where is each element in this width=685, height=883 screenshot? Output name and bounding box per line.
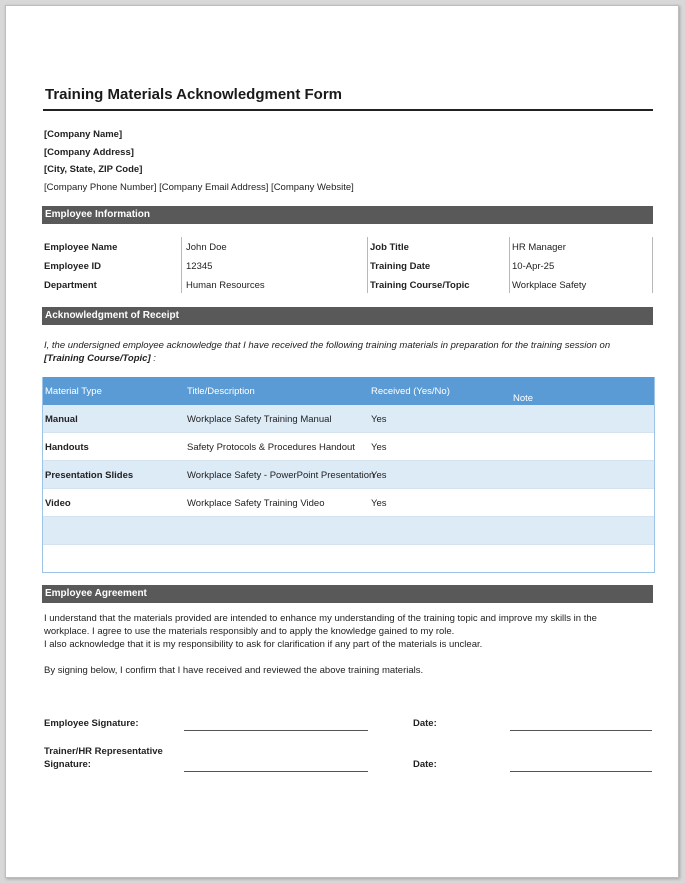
material-type-cell[interactable]: Video: [45, 498, 71, 509]
employee-name-value[interactable]: John Doe: [186, 242, 227, 253]
grid-divider: [181, 237, 182, 293]
employee-signature-line[interactable]: [184, 730, 368, 731]
company-city: [City, State, ZIP Code]: [44, 164, 143, 175]
received-cell[interactable]: Yes: [371, 470, 387, 481]
table-row: [43, 433, 654, 461]
training-topic-placeholder: [Training Course/Topic]: [44, 353, 151, 364]
employee-date-line[interactable]: [510, 730, 652, 731]
acknowledgment-suffix: :: [150, 353, 156, 364]
trainer-signature-line[interactable]: [184, 771, 368, 772]
trainer-signature-label: [44, 745, 163, 771]
page-title: Training Materials Acknowledgment Form: [45, 86, 342, 103]
grid-divider: [652, 237, 653, 293]
received-cell[interactable]: Yes: [371, 442, 387, 453]
training-course-label: Training Course/Topic: [370, 280, 470, 291]
grid-divider: [509, 237, 510, 293]
title-divider: [43, 109, 653, 111]
col-material-type: Material Type: [45, 386, 102, 397]
employee-id-value[interactable]: 12345: [186, 261, 213, 272]
agreement-paragraph-2: I also acknowledge that it is my responsibility to ask for clarification if any part of the materials is unclear.: [44, 639, 483, 650]
acknowledgment-heading: Acknowledgment of Receipt: [42, 307, 653, 325]
trainer-date-label: Date:: [413, 759, 437, 770]
training-date-label: Training Date: [370, 261, 431, 272]
material-type-cell[interactable]: Presentation Slides: [45, 470, 134, 481]
material-title-cell[interactable]: Workplace Safety Training Manual: [187, 414, 332, 425]
material-title-cell[interactable]: Workplace Safety Training Video: [187, 498, 325, 509]
agreement-paragraph-3: By signing below, I confirm that I have received and reviewed the above training materials.: [44, 665, 424, 676]
employee-signature-label: Employee Signature:: [44, 718, 139, 729]
acknowledgment-text: [44, 339, 644, 365]
received-cell[interactable]: Yes: [371, 498, 387, 509]
materials-table: [42, 377, 655, 573]
job-title-value[interactable]: HR Manager: [512, 242, 566, 253]
materials-table-header: [43, 377, 654, 405]
trainer-label-line-2: Signature:: [44, 759, 91, 770]
agreement-heading: Employee Agreement: [42, 585, 653, 603]
col-received: Received (Yes/No): [371, 386, 450, 397]
job-title-label: Job Title: [370, 242, 409, 253]
company-contact: [Company Phone Number] [Company Email Address] [Company Website]: [44, 182, 354, 193]
employee-date-label: Date:: [413, 718, 437, 729]
training-date-value[interactable]: 10-Apr-25: [512, 261, 555, 272]
table-row: [43, 489, 654, 517]
department-value[interactable]: Human Resources: [186, 280, 265, 291]
department-label: Department: [44, 280, 97, 291]
trainer-date-line[interactable]: [510, 771, 652, 772]
employee-id-label: Employee ID: [44, 261, 102, 272]
material-type-cell[interactable]: Manual: [45, 414, 78, 425]
grid-divider: [367, 237, 368, 293]
material-title-cell[interactable]: Workplace Safety - PowerPoint Presentation: [187, 470, 375, 481]
col-note: Note: [513, 393, 534, 404]
employee-info-grid: [42, 237, 653, 293]
table-row: [43, 405, 654, 433]
received-cell[interactable]: Yes: [371, 414, 387, 425]
company-address: [Company Address]: [44, 147, 134, 158]
material-type-cell[interactable]: Handouts: [45, 442, 89, 453]
agreement-paragraph-1: I understand that the materials provided are intended to enhance my understanding of the training topic and improve my skills in the workplace. I agree to use the materials responsibly and to apply the knowledge gained to my role.: [44, 613, 597, 637]
training-course-value[interactable]: Workplace Safety: [512, 280, 587, 291]
acknowledgment-statement: I, the undersigned employee acknowledge that I have received the following training materials in preparation for the training session on: [44, 340, 611, 351]
form-page: [5, 5, 679, 878]
table-row: [43, 517, 654, 545]
material-title-cell[interactable]: Safety Protocols & Procedures Handout: [187, 442, 355, 453]
employee-info-heading: Employee Information: [42, 206, 653, 224]
table-row: [43, 461, 654, 489]
trainer-label-line-1: Trainer/HR Representative: [44, 746, 163, 757]
table-row: [43, 545, 654, 573]
col-title-description: Title/Description: [187, 386, 255, 397]
company-name: [Company Name]: [44, 129, 123, 140]
employee-name-label: Employee Name: [44, 242, 118, 253]
